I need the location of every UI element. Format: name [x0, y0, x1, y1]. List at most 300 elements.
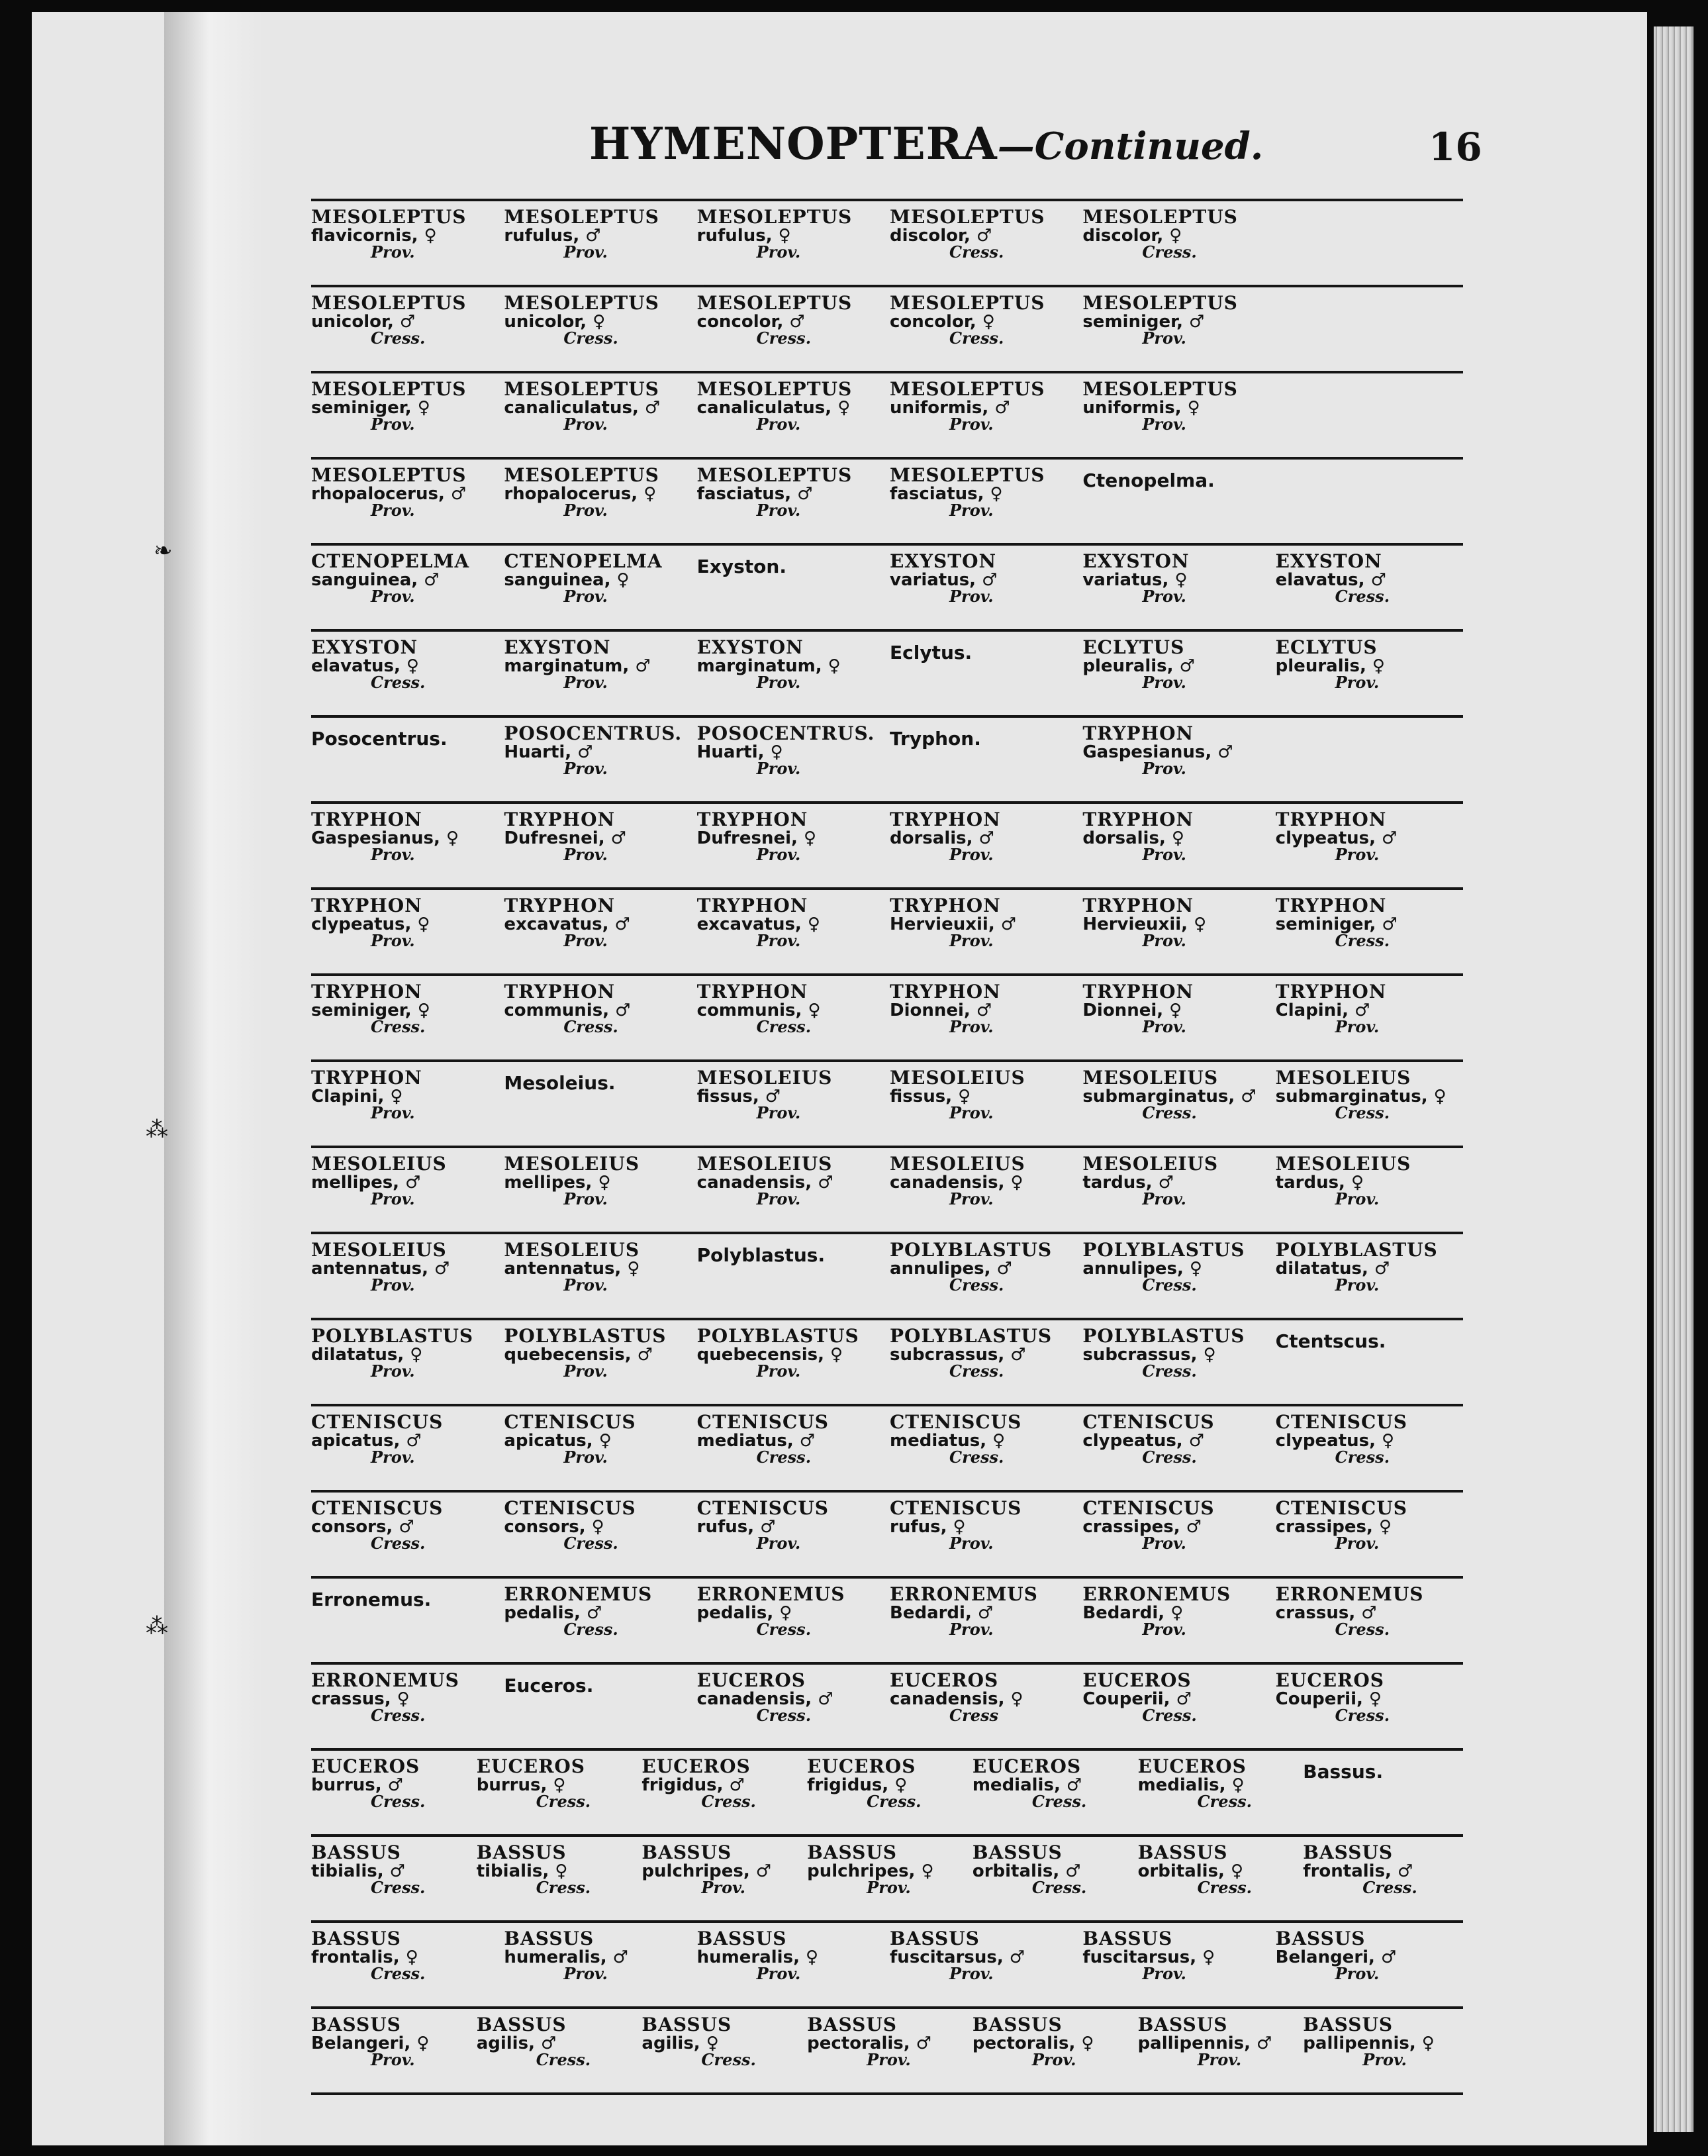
- label-authority: Cress: [949, 1706, 999, 1726]
- label-authority: Cress.: [1335, 1103, 1390, 1123]
- genus-heading-text: Ctenopelma.: [1082, 469, 1215, 491]
- label-authority: Prov.: [563, 673, 608, 693]
- label-authority: Prov.: [756, 415, 801, 434]
- label-species: Gaspesianus, ♂: [1082, 742, 1233, 762]
- species-label: [311, 380, 498, 457]
- label-genus: TRYPHON: [1275, 983, 1387, 1003]
- species-label: [641, 2016, 802, 2092]
- species-label: [697, 1585, 884, 1662]
- label-species: crassipes, ♂: [1082, 1516, 1202, 1537]
- label-authority: Prov.: [563, 1275, 608, 1295]
- label-genus: ERRONEMUS: [1082, 1585, 1231, 1605]
- label-row: [311, 1404, 1463, 1490]
- label-species: agilis, ♀: [641, 2033, 719, 2053]
- label-genus: EXYSTON: [1275, 552, 1382, 572]
- species-label: [890, 1499, 1077, 1576]
- label-genus: EXYSTON: [890, 552, 997, 572]
- label-genus: BASSUS: [1137, 1843, 1228, 1863]
- label-genus: CTENOPELMA: [504, 552, 663, 572]
- label-genus: MESOLEPTUS: [504, 208, 659, 228]
- label-authority: Cress.: [536, 1878, 591, 1898]
- species-label: [504, 1413, 691, 1490]
- label-row: [311, 1490, 1463, 1576]
- species-label: [1082, 552, 1270, 629]
- species-label: [311, 1671, 498, 1748]
- label-authority: Prov.: [949, 845, 994, 865]
- label-row: [311, 2006, 1463, 2095]
- species-label: [890, 1155, 1077, 1232]
- label-authority: Prov.: [1142, 1964, 1186, 1984]
- label-species: concolor, ♂: [696, 311, 805, 332]
- label-genus: BASSUS: [476, 2016, 567, 2035]
- label-genus: MESOLEPTUS: [890, 466, 1045, 486]
- label-authority: Prov.: [1142, 328, 1186, 348]
- label-authority: Cress.: [1031, 1878, 1087, 1898]
- species-label: [477, 1757, 637, 1834]
- label-species: sanguinea, ♂: [311, 569, 440, 590]
- genus-heading: [697, 1241, 884, 1318]
- label-genus: EUCEROS: [696, 1671, 806, 1691]
- label-genus: ERRONEMUS: [1275, 1585, 1424, 1605]
- species-label: [1082, 1499, 1270, 1576]
- label-genus: EXYSTON: [311, 638, 418, 658]
- label-genus: POSOCENTRUS.: [696, 724, 875, 744]
- label-genus: EUCEROS: [807, 1757, 916, 1777]
- species-label: [311, 1757, 471, 1834]
- label-authority: Prov.: [949, 1964, 994, 1984]
- label-species: annulipes, ♀: [1082, 1258, 1202, 1279]
- label-species: mellipes, ♂: [311, 1172, 421, 1193]
- label-species: rufus, ♂: [696, 1516, 776, 1537]
- label-species: seminiger, ♂: [1082, 311, 1205, 332]
- label-authority: Prov.: [1335, 1017, 1380, 1037]
- label-authority: Prov.: [1362, 2050, 1407, 2070]
- label-authority: Prov.: [756, 1189, 801, 1209]
- species-label: [1082, 1930, 1270, 2006]
- label-genus: BASSUS: [696, 1930, 787, 1949]
- label-genus: CTENISCUS: [696, 1413, 829, 1433]
- label-species: orbitalis, ♂: [972, 1861, 1081, 1881]
- label-genus: EUCEROS: [476, 1757, 585, 1777]
- label-species: pulchripes, ♀: [807, 1861, 934, 1881]
- species-label: [1276, 1069, 1463, 1146]
- species-label: [1138, 2016, 1298, 2092]
- label-authority: Prov.: [756, 759, 801, 779]
- label-species: Dufresnei, ♀: [696, 828, 817, 848]
- label-species: seminiger, ♀: [311, 397, 430, 418]
- label-authority: Prov.: [1142, 931, 1186, 951]
- label-species: clypeatus, ♂: [1082, 1430, 1205, 1451]
- label-species: fissus, ♀: [890, 1086, 971, 1106]
- label-authority: Cress.: [371, 1878, 426, 1898]
- species-label: [1276, 1671, 1463, 1748]
- label-authority: Cress.: [1335, 1620, 1390, 1640]
- label-genus: TRYPHON: [311, 983, 422, 1003]
- label-authority: Prov.: [949, 931, 994, 951]
- label-species: pulchripes, ♂: [641, 1861, 772, 1881]
- label-species: apicatus, ♀: [504, 1430, 612, 1451]
- label-species: Dufresnei, ♂: [504, 828, 626, 848]
- label-genus: MESOLEPTUS: [890, 208, 1045, 228]
- species-label: [697, 380, 884, 457]
- label-species: clypeatus, ♂: [1275, 828, 1398, 848]
- species-label: [1276, 1585, 1463, 1662]
- label-genus: MESOLEIUS: [696, 1069, 833, 1089]
- label-row: [311, 973, 1463, 1059]
- species-label: [1082, 1327, 1270, 1404]
- label-genus: BASSUS: [972, 2016, 1063, 2035]
- label-species: elavatus, ♂: [1275, 569, 1386, 590]
- genus-heading-text: Tryphon.: [890, 728, 981, 750]
- label-species: Belangeri, ♂: [1275, 1947, 1397, 1967]
- species-label: [890, 380, 1077, 457]
- genus-heading: [504, 1671, 691, 1748]
- species-label: [311, 1155, 498, 1232]
- label-authority: Prov.: [1031, 2050, 1076, 2070]
- label-genus: MESOLEPTUS: [1082, 294, 1238, 314]
- label-species: Hervieuxii, ♂: [890, 914, 1017, 934]
- species-label: [1276, 552, 1463, 629]
- species-label: [1276, 638, 1463, 715]
- label-species: annulipes, ♂: [890, 1258, 1012, 1279]
- title-text: HYMENOPTERA: [589, 118, 998, 170]
- label-genus: TRYPHON: [1082, 724, 1194, 744]
- label-genus: POLYBLASTUS: [1082, 1327, 1245, 1347]
- label-species: frigidus, ♀: [807, 1775, 908, 1795]
- label-species: Couperii, ♀: [1275, 1689, 1382, 1709]
- label-species: uniformis, ♀: [1082, 397, 1200, 418]
- label-genus: POLYBLASTUS: [1082, 1241, 1245, 1261]
- species-label: [311, 1843, 471, 1920]
- label-genus: ECLYTUS: [1275, 638, 1378, 658]
- species-label: [311, 1069, 498, 1146]
- label-genus: ERRONEMUS: [504, 1585, 653, 1605]
- label-genus: MESOLEIUS: [890, 1069, 1025, 1089]
- label-row: [311, 457, 1463, 543]
- label-species: excavatus, ♂: [504, 914, 630, 934]
- label-species: pedalis, ♀: [696, 1602, 792, 1623]
- label-species: pallipennis, ♂: [1137, 2033, 1272, 2053]
- label-authority: Prov.: [371, 242, 415, 262]
- label-species: unicolor, ♀: [504, 311, 606, 332]
- label-genus: BASSUS: [476, 1843, 567, 1863]
- label-row: [311, 887, 1463, 973]
- label-authority: Prov.: [756, 931, 801, 951]
- label-authority: Cress.: [536, 1792, 591, 1812]
- label-authority: Cress.: [1335, 1706, 1390, 1726]
- label-species: rufulus, ♂: [504, 225, 601, 246]
- label-genus: POLYBLASTUS: [890, 1327, 1053, 1347]
- label-authority: Prov.: [1197, 2050, 1242, 2070]
- species-label: [807, 1757, 967, 1834]
- genus-heading-text: Eclytus.: [890, 642, 973, 663]
- label-authority: Cress.: [701, 2050, 756, 2070]
- label-species: medialis, ♀: [1137, 1775, 1245, 1795]
- label-genus: BASSUS: [1303, 1843, 1394, 1863]
- label-species: dorsalis, ♂: [890, 828, 994, 848]
- genus-heading: [311, 1585, 498, 1662]
- label-species: rufulus, ♀: [696, 225, 791, 246]
- label-genus: MESOLEPTUS: [1082, 208, 1238, 228]
- label-authority: Prov.: [563, 1964, 608, 1984]
- page-title: [589, 118, 1263, 170]
- species-label: [890, 1327, 1077, 1404]
- label-genus: EUCEROS: [311, 1757, 420, 1777]
- label-genus: EUCEROS: [1137, 1757, 1247, 1777]
- label-species: seminiger, ♂: [1275, 914, 1398, 934]
- label-authority: Prov.: [756, 1964, 801, 1984]
- species-label: [1082, 208, 1270, 285]
- species-label: [890, 1585, 1077, 1662]
- label-species: apicatus, ♂: [311, 1430, 422, 1451]
- label-authority: Prov.: [949, 1189, 994, 1209]
- label-authority: Cress.: [371, 328, 426, 348]
- label-genus: MESOLEPTUS: [311, 208, 467, 228]
- label-authority: Cress.: [563, 328, 618, 348]
- species-label: [1303, 1843, 1463, 1920]
- label-species: seminiger, ♀: [311, 1000, 430, 1020]
- label-genus: POLYBLASTUS: [504, 1327, 667, 1347]
- species-label: [1082, 1413, 1270, 1490]
- genus-heading: [890, 638, 1077, 715]
- label-authority: Prov.: [1142, 587, 1186, 607]
- species-label: [504, 1585, 691, 1662]
- label-genus: MESOLEIUS: [504, 1155, 640, 1175]
- species-label: [504, 466, 691, 543]
- species-label: [1082, 1155, 1270, 1232]
- label-genus: TRYPHON: [890, 810, 1001, 830]
- label-species: excavatus, ♀: [696, 914, 820, 934]
- label-species: canadensis, ♂: [696, 1689, 833, 1709]
- label-authority: Cress.: [1142, 1103, 1197, 1123]
- label-species: pleuralis, ♀: [1275, 656, 1385, 676]
- species-label: [1082, 897, 1270, 973]
- species-label: [1082, 1585, 1270, 1662]
- label-genus: CTENISCUS: [890, 1413, 1022, 1433]
- label-species: quebecensis, ♀: [696, 1344, 843, 1365]
- label-species: medialis, ♂: [972, 1775, 1082, 1795]
- label-species: dorsalis, ♀: [1082, 828, 1184, 848]
- genus-heading-text: Ctentscus.: [1275, 1330, 1386, 1352]
- species-label: [1276, 1930, 1463, 2006]
- label-genus: TRYPHON: [311, 1069, 422, 1089]
- label-species: humeralis, ♀: [696, 1947, 819, 1967]
- label-genus: TRYPHON: [1082, 983, 1194, 1003]
- label-species: clypeatus, ♀: [311, 914, 430, 934]
- label-authority: Prov.: [563, 759, 608, 779]
- label-authority: Prov.: [1142, 845, 1186, 865]
- label-species: burrus, ♂: [311, 1775, 403, 1795]
- label-genus: ECLYTUS: [1082, 638, 1185, 658]
- label-genus: MESOLEPTUS: [696, 294, 853, 314]
- species-label: [1082, 1671, 1270, 1748]
- genus-heading-text: Euceros.: [504, 1675, 594, 1696]
- label-species: frigidus, ♂: [641, 1775, 745, 1795]
- label-genus: BASSUS: [1303, 2016, 1394, 2035]
- species-label: [1082, 724, 1270, 801]
- label-species: canadensis, ♂: [696, 1172, 833, 1193]
- label-genus: EXYSTON: [1082, 552, 1190, 572]
- label-genus: BASSUS: [311, 1930, 401, 1949]
- label-species: tibialis, ♀: [476, 1861, 568, 1881]
- label-genus: MESOLEPTUS: [504, 380, 659, 400]
- label-authority: Prov.: [371, 501, 415, 520]
- species-label: [1082, 638, 1270, 715]
- label-authority: Prov.: [1142, 1017, 1186, 1037]
- label-authority: Prov.: [756, 242, 801, 262]
- label-authority: Prov.: [371, 1275, 415, 1295]
- label-genus: MESOLEIUS: [311, 1241, 447, 1261]
- label-row: [311, 543, 1463, 629]
- label-authority: Prov.: [563, 845, 608, 865]
- label-row: [311, 629, 1463, 715]
- label-species: Clapini, ♂: [1275, 1000, 1370, 1020]
- label-authority: Cress.: [949, 1361, 1004, 1381]
- label-species: dilatatus, ♀: [311, 1344, 423, 1365]
- genus-heading-text: Bassus.: [1303, 1761, 1384, 1783]
- label-authority: Prov.: [1335, 673, 1380, 693]
- label-genus: CTENISCUS: [890, 1499, 1022, 1519]
- label-genus: CTENISCUS: [696, 1499, 829, 1519]
- species-label: [697, 1155, 884, 1232]
- label-genus: MESOLEPTUS: [696, 466, 853, 486]
- label-authority: Prov.: [563, 931, 608, 951]
- page-gutter-shadow: [164, 12, 263, 2145]
- label-species: rhopalocerus, ♀: [504, 483, 657, 504]
- label-genus: MESOLEIUS: [696, 1155, 833, 1175]
- species-label: [890, 1069, 1077, 1146]
- label-genus: MESOLEPTUS: [311, 466, 467, 486]
- label-authority: Prov.: [949, 415, 994, 434]
- label-row: [311, 1576, 1463, 1662]
- label-authority: Cress.: [1142, 242, 1197, 262]
- genus-heading: [311, 724, 498, 801]
- genus-heading-text: Erronemus.: [311, 1589, 432, 1610]
- genus-heading: [890, 724, 1077, 801]
- label-species: quebecensis, ♂: [504, 1344, 653, 1365]
- label-species: canaliculatus, ♀: [696, 397, 851, 418]
- species-label: [1082, 810, 1270, 887]
- label-row: [311, 371, 1463, 457]
- label-species: Gaspesianus, ♀: [311, 828, 459, 848]
- title-continued: —Continued.: [997, 124, 1264, 168]
- label-genus: TRYPHON: [504, 897, 616, 916]
- label-genus: BASSUS: [1082, 1930, 1173, 1949]
- species-label: [311, 1241, 498, 1318]
- label-authority: Prov.: [949, 1620, 994, 1640]
- label-genus: TRYPHON: [1275, 897, 1387, 916]
- species-label: [1082, 1069, 1270, 1146]
- label-authority: Cress.: [563, 1534, 618, 1553]
- label-authority: Prov.: [371, 415, 415, 434]
- label-row: [311, 1059, 1463, 1146]
- label-authority: Prov.: [949, 587, 994, 607]
- label-species: marginatum, ♂: [504, 656, 651, 676]
- label-row: [311, 715, 1463, 801]
- label-species: unicolor, ♂: [311, 311, 416, 332]
- species-label: [504, 552, 691, 629]
- species-label: [697, 983, 884, 1059]
- label-species: crassus, ♀: [311, 1689, 410, 1709]
- label-genus: TRYPHON: [1275, 810, 1387, 830]
- species-label: [1276, 1155, 1463, 1232]
- label-authority: Cress.: [756, 1620, 812, 1640]
- label-genus: EUCEROS: [890, 1671, 999, 1691]
- label-genus: MESOLEIUS: [1275, 1155, 1411, 1175]
- species-label: [311, 2016, 471, 2092]
- label-genus: BASSUS: [1137, 2016, 1228, 2035]
- genus-heading: [504, 1069, 691, 1146]
- label-genus: BASSUS: [807, 2016, 897, 2035]
- label-genus: MESOLEIUS: [311, 1155, 447, 1175]
- species-label: [1082, 1241, 1270, 1318]
- label-authority: Prov.: [756, 845, 801, 865]
- species-label: [1082, 294, 1270, 371]
- label-authority: Cress.: [371, 673, 426, 693]
- species-label: [697, 1671, 884, 1748]
- species-label: [697, 897, 884, 973]
- label-row: [311, 1748, 1463, 1834]
- label-species: tardus, ♀: [1275, 1172, 1364, 1193]
- label-row: [311, 1662, 1463, 1748]
- label-authority: Prov.: [1142, 1189, 1186, 1209]
- label-authority: Prov.: [949, 501, 994, 520]
- label-authority: Prov.: [1142, 759, 1186, 779]
- species-label: [697, 810, 884, 887]
- species-label: [311, 1499, 498, 1576]
- label-species: consors, ♂: [311, 1516, 414, 1537]
- label-species: tardus, ♂: [1082, 1172, 1174, 1193]
- label-authority: Cress.: [371, 1964, 426, 1984]
- species-label: [504, 983, 691, 1059]
- species-label: [890, 810, 1077, 887]
- margin-mark-ornament: ⁂: [146, 1613, 168, 1640]
- label-genus: TRYPHON: [311, 810, 422, 830]
- species-label: [890, 208, 1077, 285]
- species-label: [504, 1327, 691, 1404]
- label-genus: MESOLEPTUS: [311, 294, 467, 314]
- species-label: [973, 2016, 1133, 2092]
- label-species: fissus, ♂: [696, 1086, 781, 1106]
- label-genus: TRYPHON: [1082, 810, 1194, 830]
- label-authority: Cress.: [371, 1534, 426, 1553]
- species-label: [1138, 1843, 1298, 1920]
- species-label: [1276, 1413, 1463, 1490]
- label-species: subcrassus, ♂: [890, 1344, 1026, 1365]
- genus-heading-text: Exyston.: [696, 556, 786, 577]
- label-species: subcrassus, ♀: [1082, 1344, 1216, 1365]
- label-authority: Cress.: [536, 2050, 591, 2070]
- label-authority: Prov.: [867, 2050, 911, 2070]
- label-row: [311, 199, 1463, 285]
- genus-heading: [1303, 1757, 1463, 1834]
- label-genus: TRYPHON: [311, 897, 422, 916]
- label-species: pedalis, ♂: [504, 1602, 602, 1623]
- species-label: [504, 1241, 691, 1318]
- label-genus: CTENISCUS: [311, 1499, 444, 1519]
- species-label: [697, 1930, 884, 2006]
- label-authority: Prov.: [756, 1103, 801, 1123]
- label-genus: BASSUS: [641, 1843, 732, 1863]
- label-genus: POLYBLASTUS: [1275, 1241, 1438, 1261]
- label-species: discolor, ♂: [890, 225, 992, 246]
- species-label: [890, 294, 1077, 371]
- label-species: dilatatus, ♂: [1275, 1258, 1390, 1279]
- label-row: [311, 801, 1463, 887]
- label-genus: TRYPHON: [1082, 897, 1194, 916]
- species-label: [504, 1930, 691, 2006]
- label-genus: MESOLEPTUS: [696, 208, 853, 228]
